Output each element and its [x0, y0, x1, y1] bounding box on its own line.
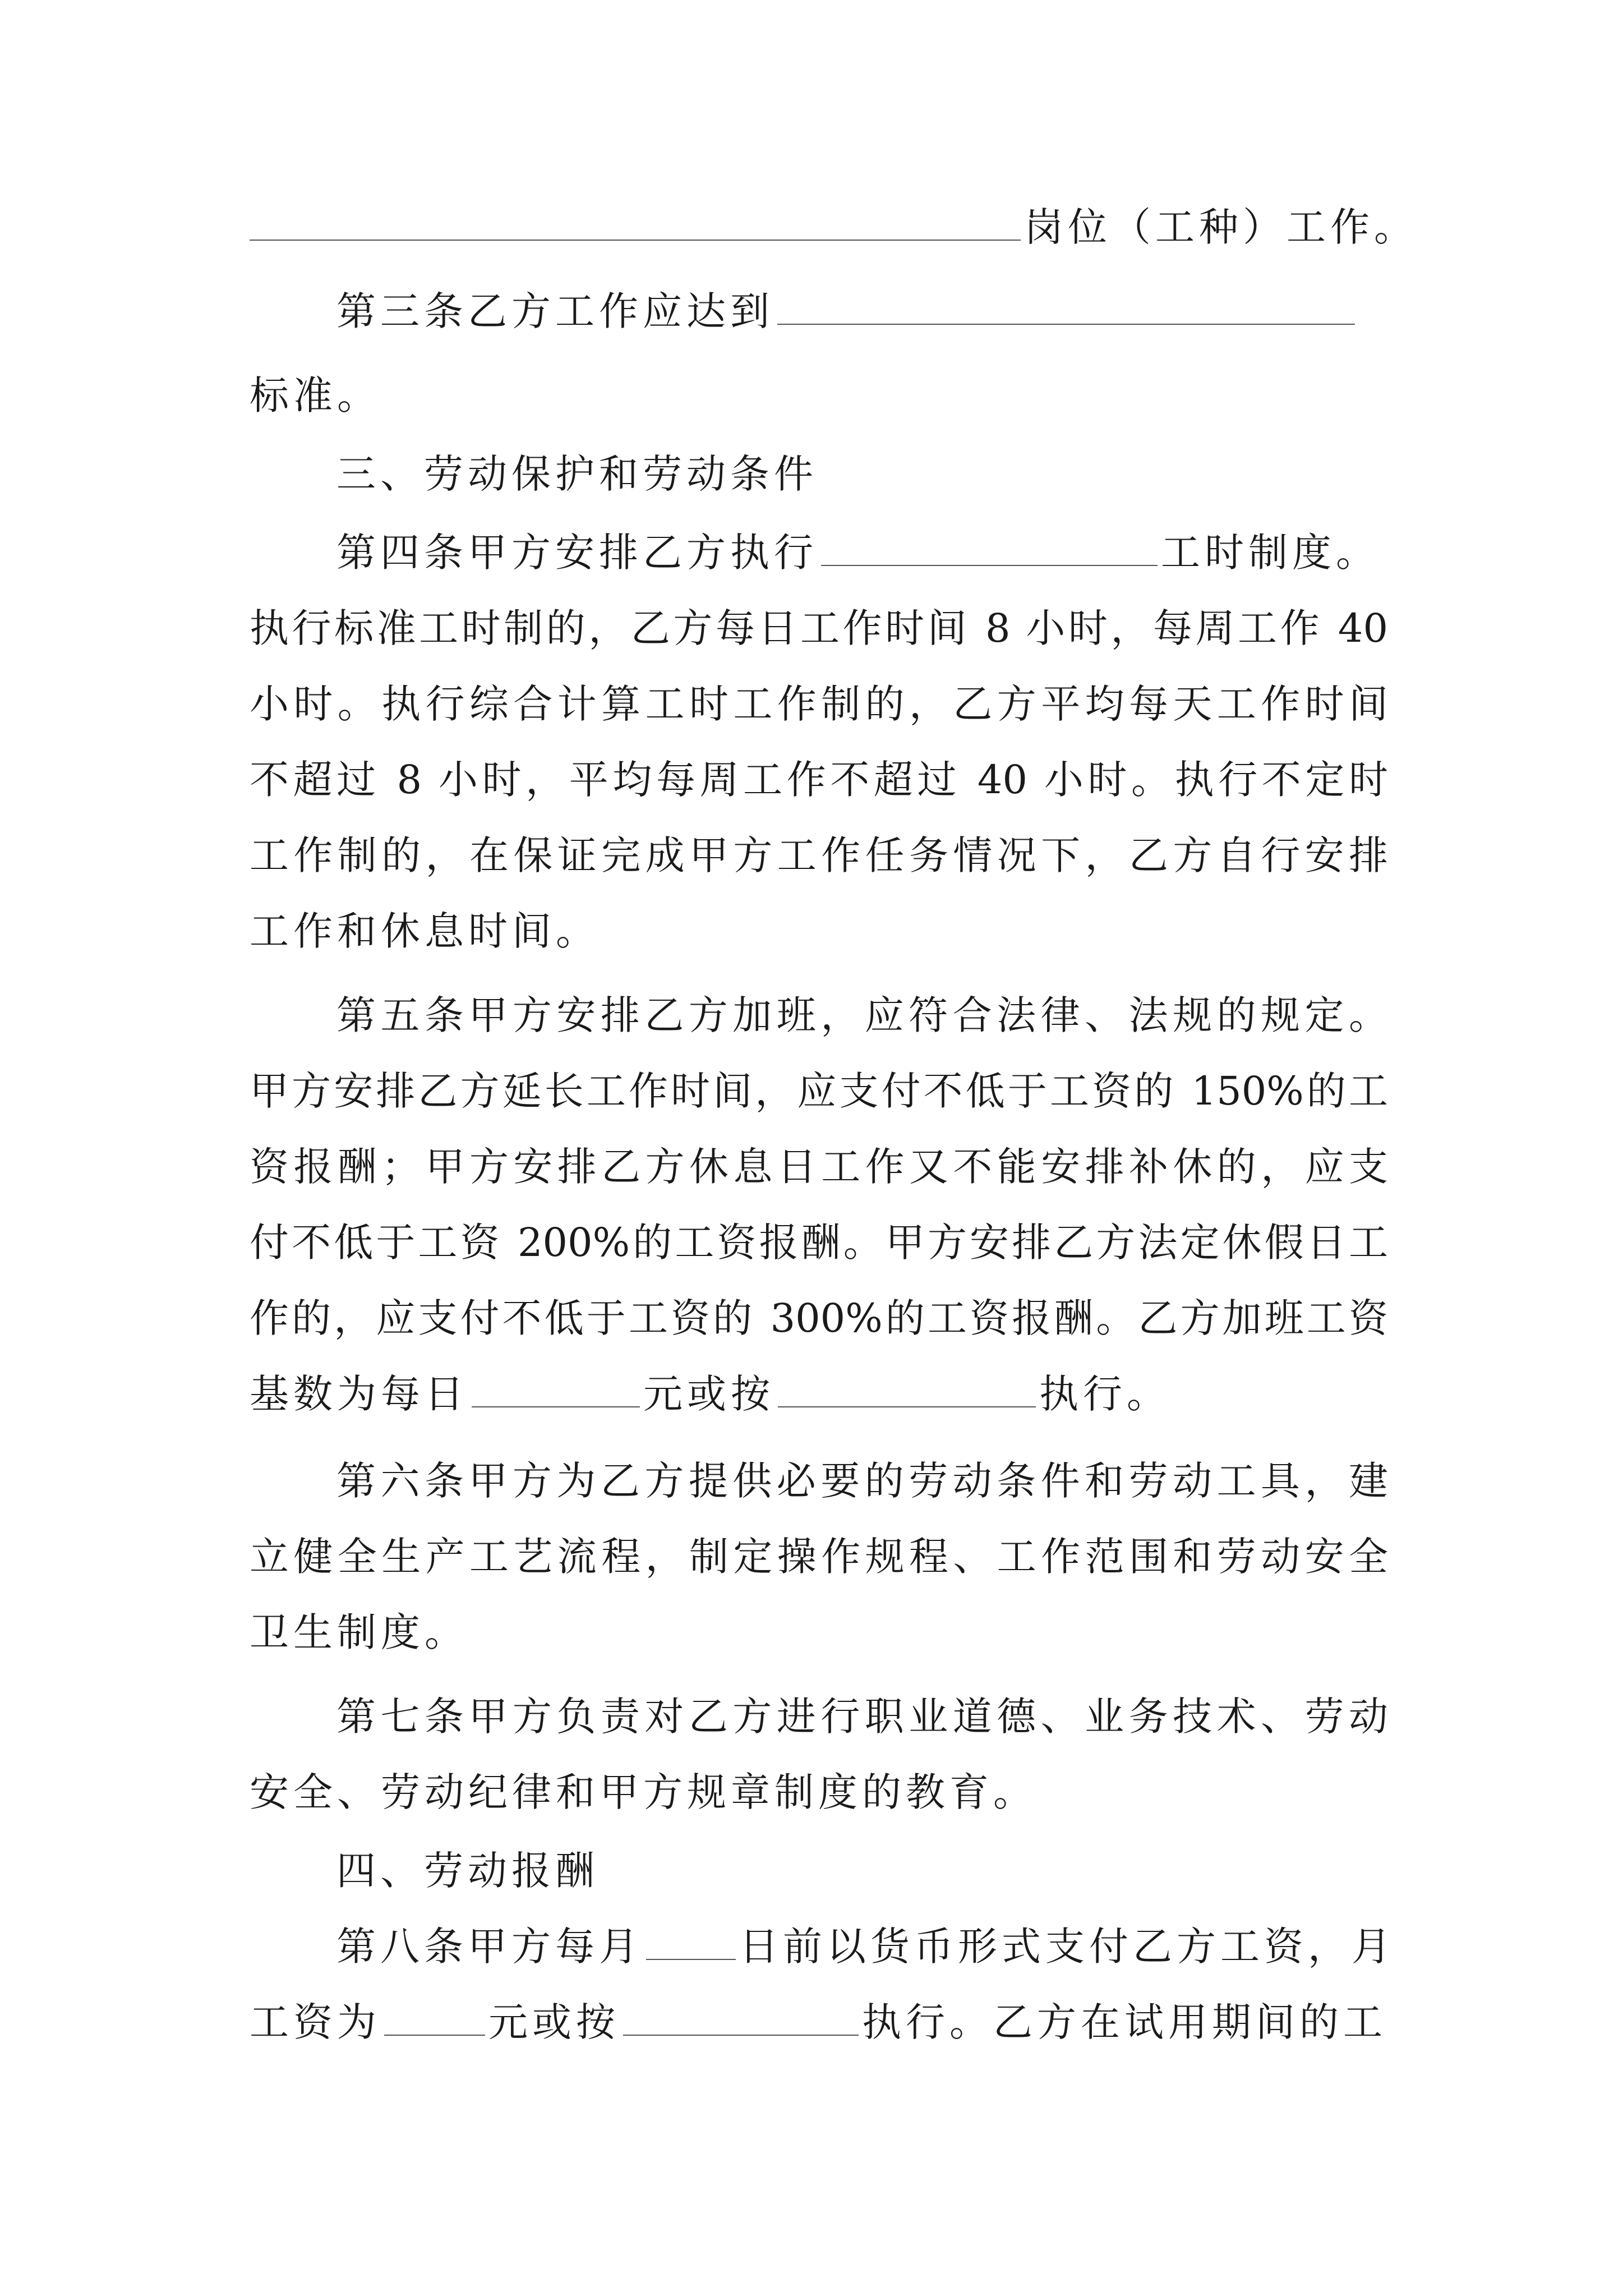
line-job-position [250, 199, 1418, 255]
overtime-base-suffix: 执行。 [1039, 1371, 1170, 1417]
article-3-line [336, 283, 1358, 339]
article-6-line: 第六条甲方为乙方提供必要的劳动条件和劳动工具，建 [336, 1458, 1388, 1504]
section-4-heading: 四、劳动报酬 [336, 1848, 599, 1894]
paragraph-line: 不超过 8 小时，平均每周工作不超过 40 小时。执行不定时 [250, 757, 1388, 803]
work-hours-system-blank[interactable] [821, 526, 1158, 566]
monthly-salary-text: 工资为 [250, 1999, 381, 2045]
article-4-text: 第四条甲方安排乙方执行 [336, 530, 818, 576]
article-4-suffix: 工时制度。 [1161, 530, 1380, 576]
article-8-text: 第八条甲方每月 [336, 1924, 643, 1970]
paragraph-line: 甲方安排乙方延长工作时间，应支付不低于工资的 150%的工 [250, 1068, 1388, 1114]
article-8-line [336, 1918, 1395, 1975]
work-standard-blank[interactable] [777, 284, 1355, 325]
paragraph-line: 资报酬；甲方安排乙方休息日工作又不能安排补休的，应支 [250, 1144, 1388, 1190]
paragraph-line: 工作和休息时间。 [250, 908, 600, 954]
monthly-salary-middle: 元或按 [488, 1999, 620, 2045]
article-5-line: 第五条甲方安排乙方加班，应符合法律、法规的规定。 [336, 992, 1388, 1038]
job-position-suffix: 岗位（工种）工作。 [1024, 204, 1418, 250]
article-3-text: 第三条乙方工作应达到 [336, 288, 774, 334]
article-8-suffix: 日前以货币形式支付乙方工资，月 [739, 1924, 1395, 1970]
job-position-blank[interactable] [250, 200, 1021, 241]
overtime-daily-amount-blank[interactable] [472, 1367, 640, 1407]
overtime-base-middle: 元或按 [643, 1371, 774, 1417]
overtime-base-line [250, 1366, 1170, 1422]
salary-basis-blank[interactable] [623, 1995, 859, 2036]
paragraph-line: 小时。执行综合计算工时工作制的，乙方平均每天工作时间 [250, 681, 1388, 727]
pay-day-blank[interactable] [646, 1920, 736, 1960]
monthly-salary-blank[interactable] [384, 1995, 485, 2036]
standard-line: 标准。 [250, 372, 381, 418]
paragraph-line: 安全、劳动纪律和甲方规章制度的教育。 [250, 1769, 1037, 1815]
monthly-salary-suffix: 执行。乙方在试用期间的工 [862, 1999, 1387, 2045]
paragraph-line: 付不低于工资 200%的工资报酬。甲方安排乙方法定休假日工 [250, 1220, 1388, 1266]
overtime-basis-blank[interactable] [778, 1367, 1036, 1407]
section-3-heading: 三、劳动保护和劳动条件 [336, 451, 818, 497]
paragraph-line: 工作制的，在保证完成甲方工作任务情况下，乙方自行安排 [250, 832, 1388, 878]
monthly-salary-line [250, 1994, 1387, 2050]
paragraph-line: 立健全生产工艺流程，制定操作规程、工作范围和劳动安全 [250, 1534, 1388, 1580]
paragraph-line: 执行标准工时制的，乙方每日工作时间 8 小时，每周工作 40 [250, 605, 1388, 651]
article-4-line [336, 524, 1380, 581]
paragraph-line: 卫生制度。 [250, 1609, 468, 1655]
overtime-base-text: 基数为每日 [250, 1371, 468, 1417]
paragraph-line: 作的，应支付不低于工资的 300%的工资报酬。乙方加班工资 [250, 1295, 1388, 1341]
article-7-line: 第七条甲方负责对乙方进行职业道德、业务技术、劳动 [336, 1694, 1388, 1740]
